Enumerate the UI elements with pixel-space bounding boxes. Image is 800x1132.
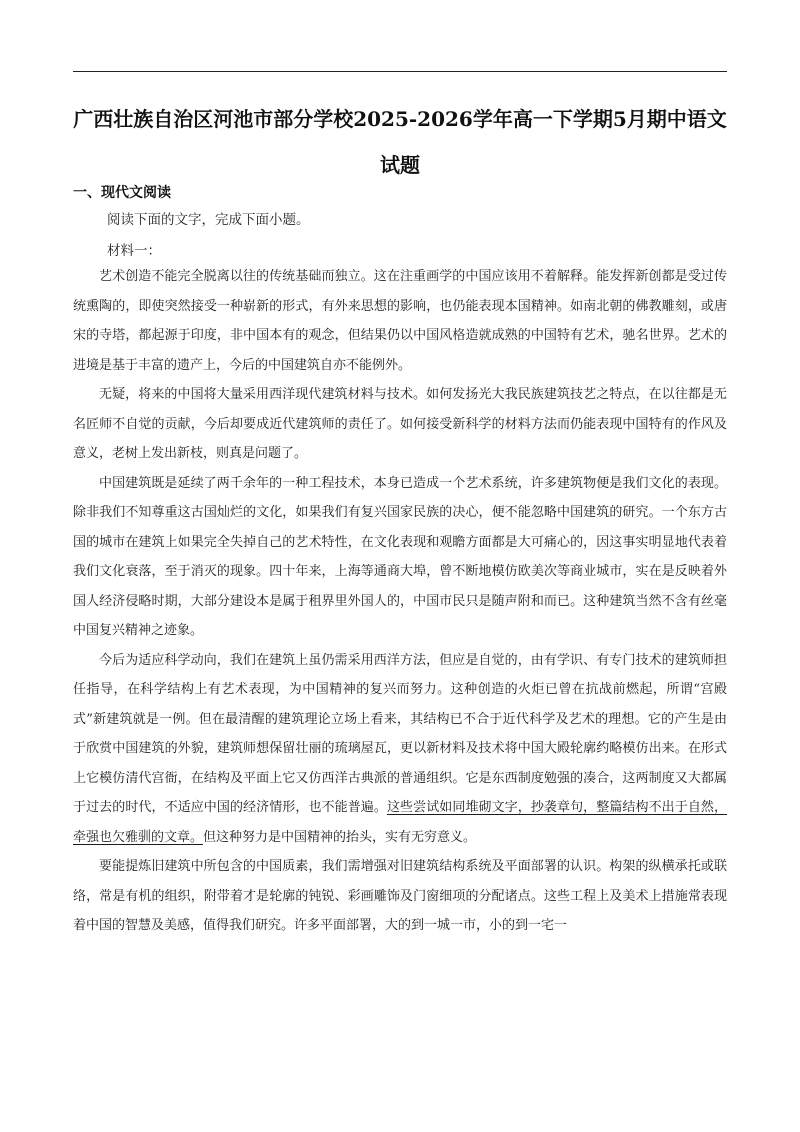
paragraph-4-text-before: 今后为适应科学动向，我们在建筑上虽仍需采用西洋方法，但应是自觉的，由有学识、有专门技术的建筑师担任指导，在科学结构上有艺术表现，为中国精神的复兴而努力。这种创造的火炬已曾在抗战前燃起，所谓“宫殿式”新建筑就是一例。但在最清醒的建筑理论立场上看来，其结构已不合于近代科学及艺术的理想。它的产生是由于欣赏中国建筑的外貌，建筑师想保留壮丽的琉璃屋瓦，更以新材料及技术将中国大殿轮廓约略模仿出来。在形式上它模仿清代宫衙，在结构及平面上它又仿西洋古典派的普通组织。它是东西制度勉强的凑合，这两制度又大都属于过去的时代，不适应中国的经济情形，也不能普遍。 <box>73 652 727 815</box>
page-title: 广西壮族自治区河池市部分学校2025-2026学年高一下学期5月期中语文试题 <box>73 107 727 177</box>
material-label: 材料一： <box>107 243 161 259</box>
paragraph-3: 中国建筑既是延续了两千余年的一种工程技术，本身已造成一个艺术系统，许多建筑物便是我们文化的表现。除非我们不知尊重这古国灿烂的文化，如果我们有复兴国家民族的决心，便不能忽略中国建筑的研究。一个东方古国的城市在建筑上如果完全失掉自己的艺术特性，在文化表现和观瞻方面都是大可痛心的，因这事实明显地代表着我们文化衰落，至于消灭的现象。四十年来，上海等通商大埠，曾不断地模仿欧美次等商业城市，实在是反映着外国人经济侵略时期，大部分建设本是属于租界里外国人的，中国市民只是随声附和而已。这种建筑当然不含有丝毫中国复兴精神之迹象。 <box>73 475 727 638</box>
paragraph-4-text-after: 但这种努力是中国精神的抬头，实有无穷意义。 <box>203 829 477 845</box>
article-body <box>73 262 727 941</box>
underlined-sentence: 这些尝试如同堆砌文字，抄袭章句，整篇结构不出于自然，牵强也欠雅驯的文章。 <box>73 800 727 845</box>
paragraph-4 <box>73 646 727 853</box>
paragraph-2: 无疑，将来的中国将大量采用西洋现代建筑材料与技术。如何发扬光大我民族建筑技艺之特点，在以往都是无名匠师不自觉的贡献，今后却要成近代建筑师的责任了。如何接受新科学的材料方法而仍能表现中国特有的作风及意义，老树上发出新枝，则真是问题了。 <box>73 387 727 461</box>
paragraph-5: 要能提炼旧建筑中所包含的中国质素，我们需增强对旧建筑结构系统及平面部署的认识。构架的纵横承托或联络，常是有机的组织，附带着才是轮廓的钝锐、彩画雕饰及门窗细项的分配诸点。这些工程上及美术上措施常表现着中国的智慧及美感，值得我们研究。许多平面部署，大的到一城一市，小的到一宅一 <box>73 859 727 933</box>
instruction-text: 阅读下面的文字，完成下面小题。 <box>107 212 310 228</box>
header-rule <box>73 71 727 72</box>
paragraph-1: 艺术创造不能完全脱离以往的传统基础而独立。这在注重画学的中国应该用不着解释。能发挥新创都是受过传统熏陶的，即使突然接受一种崭新的形式，有外来思想的影响，也仍能表现本国精神。如南北朝的佛教雕刻，或唐宋的寺塔，都起源于印度，非中国本有的观念，但结果仍以中国风格造就成熟的中国特有艺术，驰名世界。艺术的进境是基于丰富的遗产上，今后的中国建筑自亦不能例外。 <box>73 269 727 373</box>
section-heading: 一、现代文阅读 <box>73 185 171 201</box>
